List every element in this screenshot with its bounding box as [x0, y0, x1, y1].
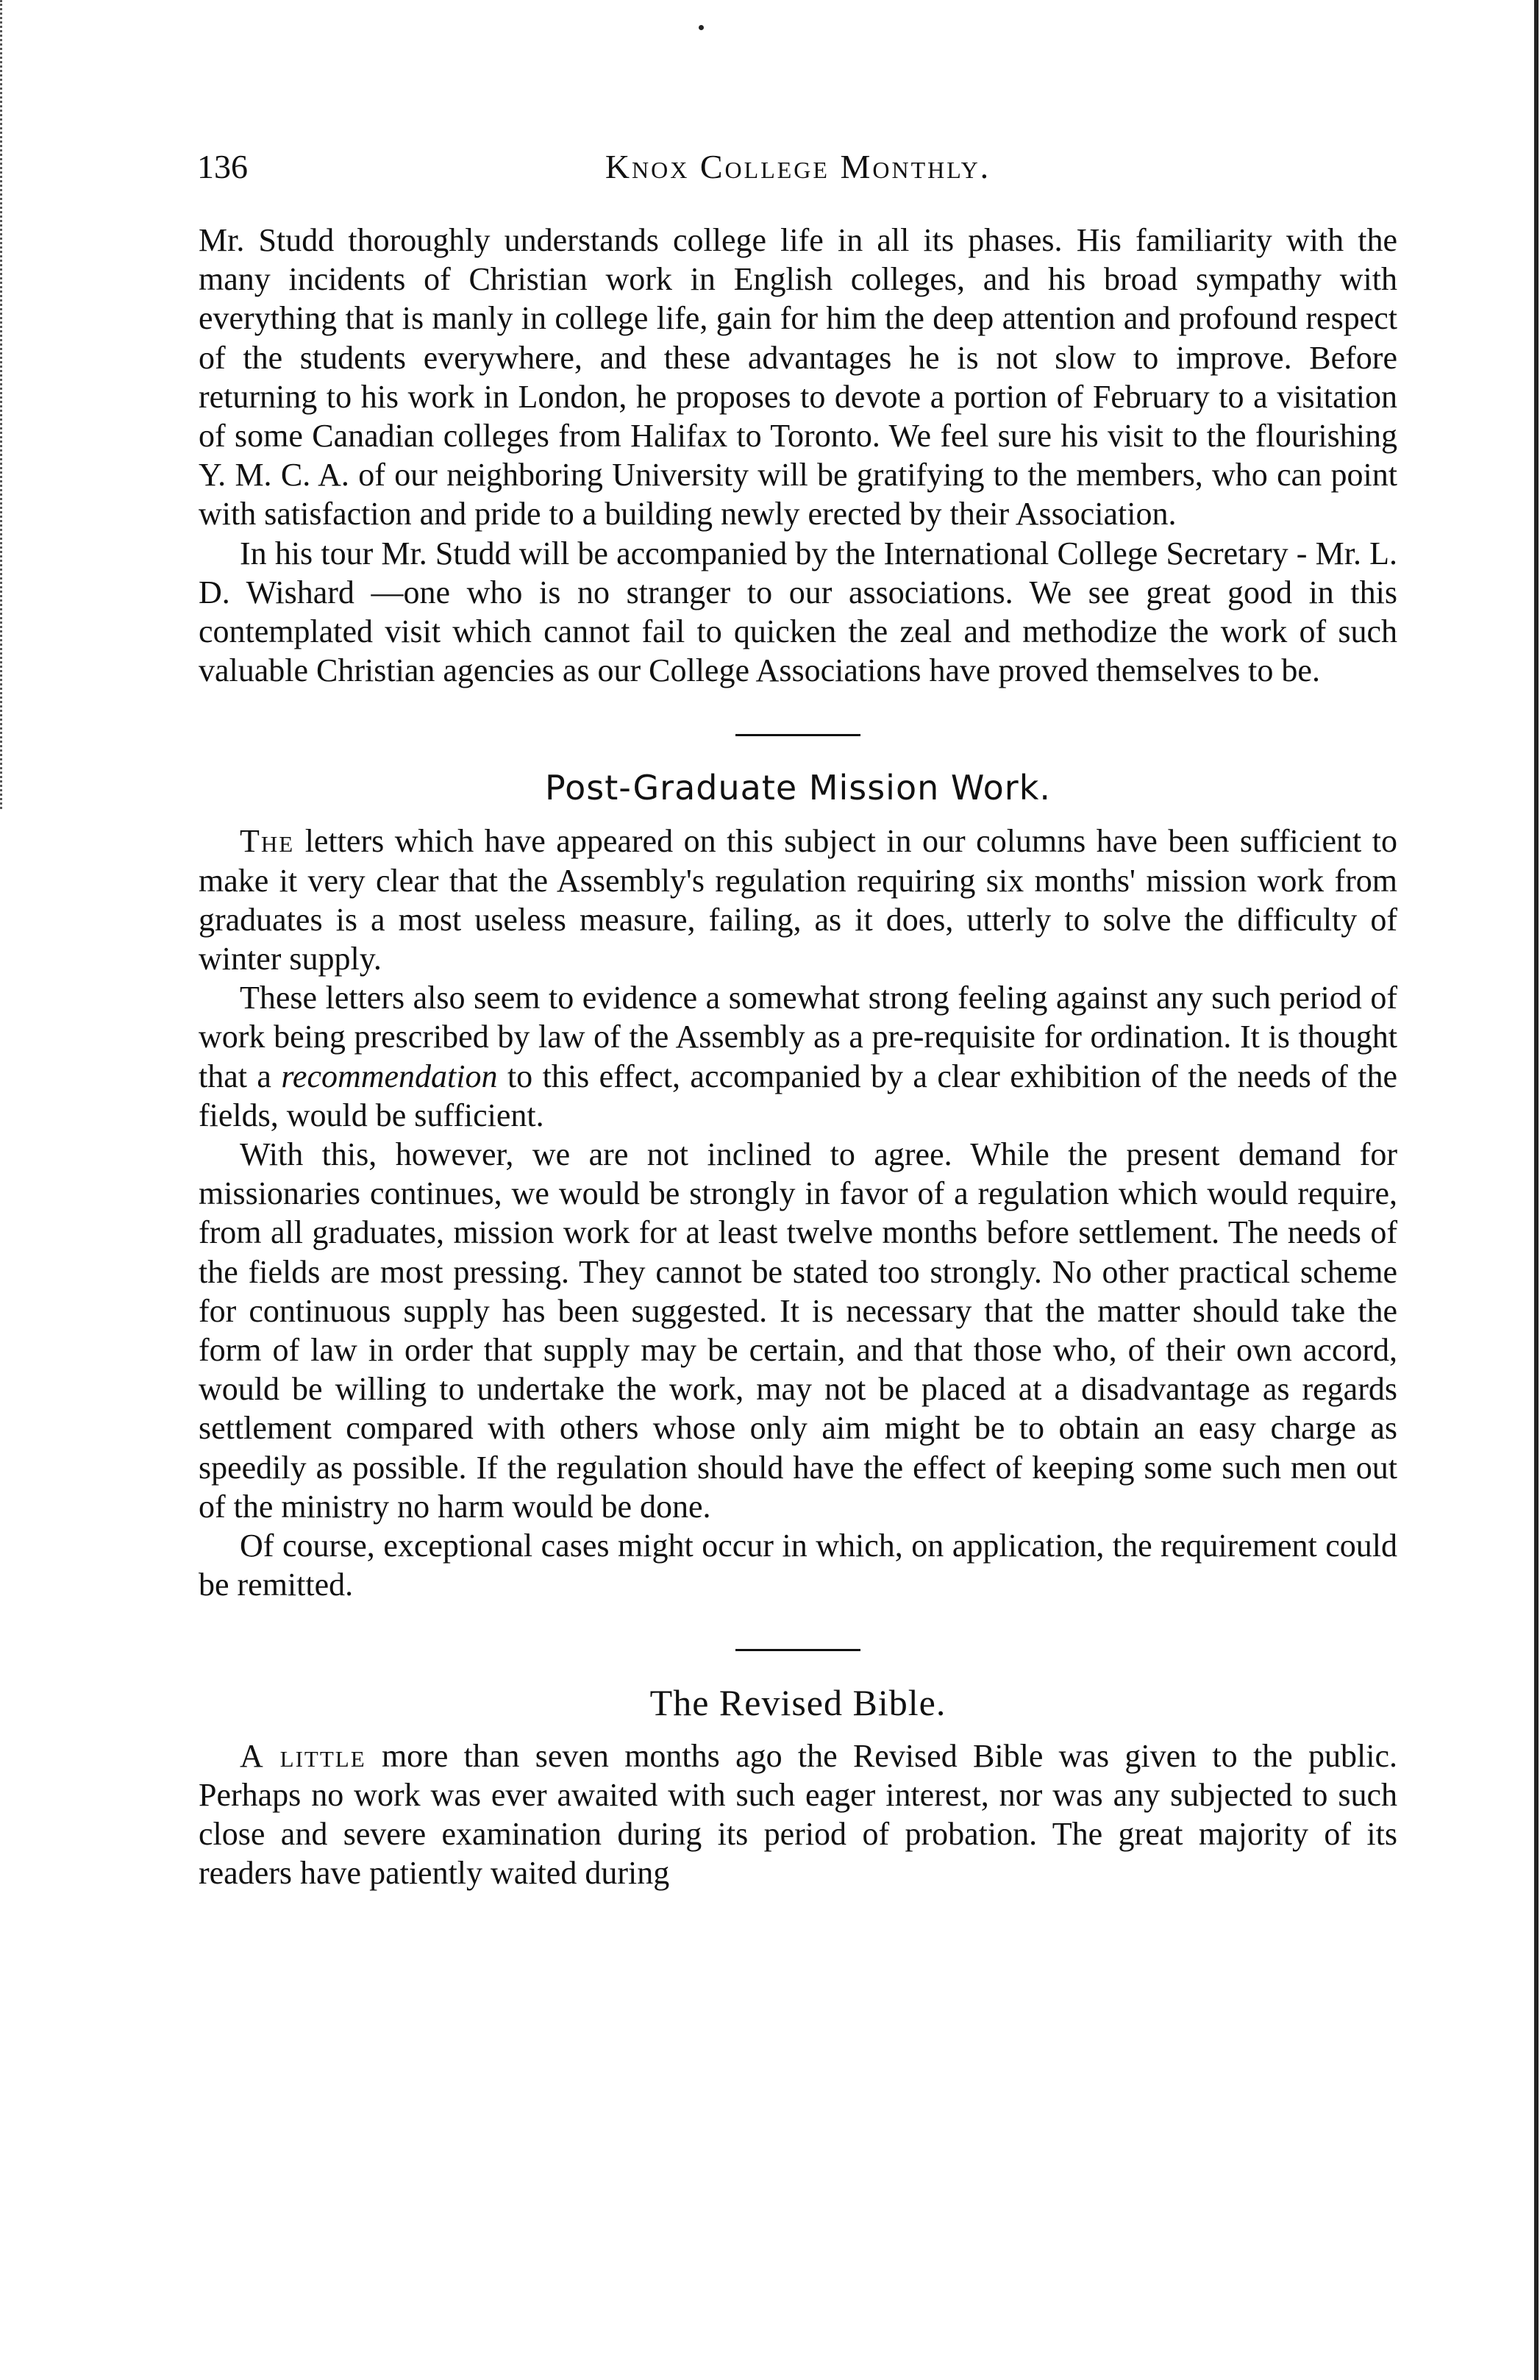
article-post-graduate-mission-work: [199, 766, 1397, 1604]
paragraph: [199, 822, 1397, 978]
paragraph: In his tour Mr. Studd will be accompanied by the International College Secretary - Mr. L. D. Wishard —one who is no stranger to our associations. We see great good in this contemplated visit which cannot fail to quicken the zeal and methodize the work of such valuable Christian agencies as our College Associations have proved themselves to be.: [199, 535, 1397, 689]
section-divider: [735, 1649, 860, 1651]
scan-speck: [699, 25, 704, 30]
lead-word: A little: [240, 1737, 366, 1774]
paragraph-text: These letters also seem to evidence a somewhat strong feeling against any such period of work being prescribed by law of the Assembly as a pre-requisite for ordination. It is thought that a: [199, 980, 1397, 1094]
page-content: [199, 147, 1397, 1892]
article-heading: The Revised Bible.: [649, 1681, 947, 1723]
paragraph-text: letters which have appeared on this subject in our columns have been sufficient to make it very clear that the Assembly's regulation requiring six months' mission work from graduates is a most useless measure, failing, as it does, utterly to solve the difficulty of winter supply.: [199, 823, 1397, 977]
lead-word: The: [240, 823, 295, 860]
running-head: [199, 147, 1397, 199]
paragraph-text: more than seven months ago the Revised Bible was given to the public. Perhaps no work was ever awaited with such eager interest, nor was any subjected to such close and severe examination during its period of probation. The great majority of its readers have patiently waited during: [199, 1737, 1397, 1892]
article-heading: Post-Graduate Mission Work.: [545, 768, 1051, 808]
paragraph: With this, however, we are not inclined to agree. While the present demand for missionaries continues, we would be strongly in favor of a regulation which would require, from all graduates, mission work for at least twelve months before settlement. The needs of the fields are most pressing. They cannot be stated too strongly. No other practical scheme for continuous supply has been suggested. It is necessary that the matter should take the form of law in order that supply may be certain, and that those who, of their own accord, would be willing to undertake the work, may not be placed at a disadvantage as regards settlement compared with others whose only aim might be to obtain an easy charge as speedily as possible. If the regulation should have the effect of keeping some such men out of the ministry no harm would be done.: [199, 1136, 1397, 1525]
page-number: 136: [197, 148, 248, 185]
scan-edge-left: [0, 0, 7, 809]
article-revised-bible: [199, 1681, 1397, 1893]
scan-edge-right: [1533, 0, 1540, 2380]
paragraph-text: to this effect, accompanied by a clear exhibition of the needs of the fields, would be sufficient.: [199, 1058, 1397, 1133]
section-divider: [735, 734, 860, 736]
journal-title: Knox College Monthly.: [605, 148, 991, 185]
paragraph: [199, 1736, 1397, 1893]
paragraph: Of course, exceptional cases might occur in which, on application, the requirement could be remitted.: [199, 1528, 1397, 1603]
intro-section: [199, 221, 1397, 690]
paragraph: Mr. Studd thoroughly understands college life in all its phases. His familiarity with the many incidents of Christian work in English colleges, and his broad sympathy with everything that is manly in college life, gain for him the deep attention and profound respect of the students everywhere, and these advantages he is not slow to improve. Before returning to his work in London, he proposes to devote a portion of February to a visitation of some Canadian colleges from Halifax to Toronto. We feel sure his visit to the flourishing Y. M. C. A. of our neighboring University will be gratifying to the members, who can point with satisfaction and pride to a building newly erected by their Association.: [199, 222, 1397, 532]
italic-term: recommendation: [281, 1058, 498, 1094]
paragraph: [199, 978, 1397, 1135]
